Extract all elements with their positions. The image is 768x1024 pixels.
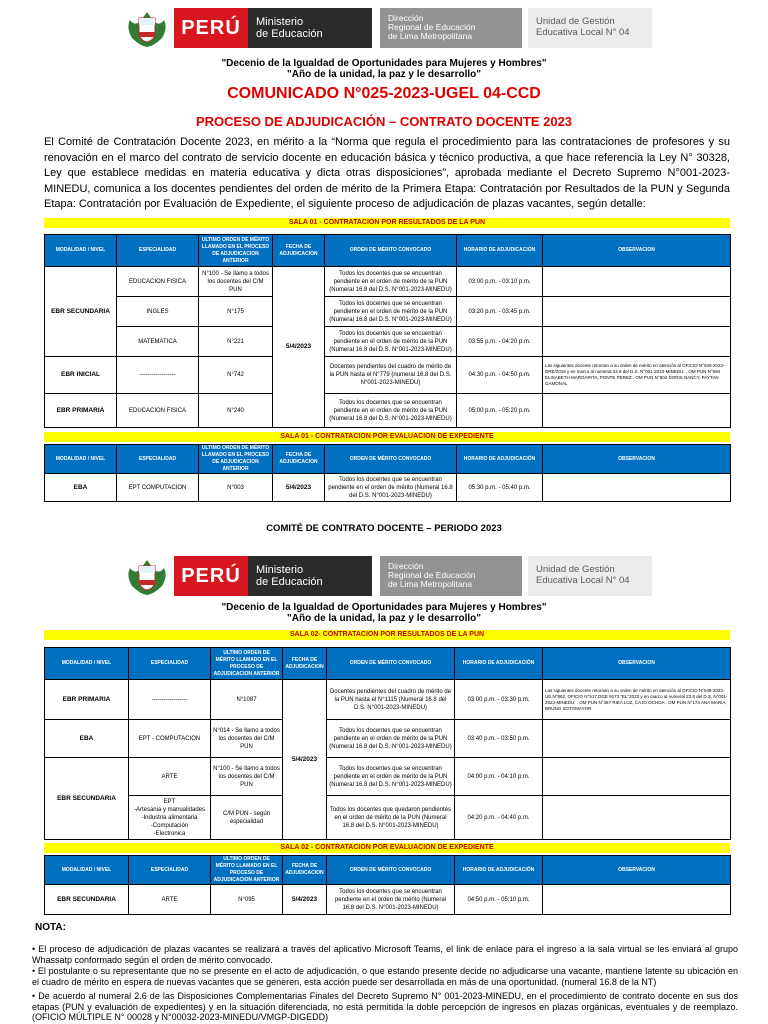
- header-fecha: FECHA DE ADJUDICACION: [273, 445, 325, 474]
- slogan-anio: "Año de la unidad, la paz y le desarrollo": [287, 613, 481, 624]
- ultimo-cell: C/M PUN - según especialidad: [211, 796, 283, 840]
- horario-cell: 04:00 p.m. - 04:10 p.m.: [455, 758, 543, 796]
- table-row: [45, 474, 731, 502]
- especialidad-cell: MATEMATICA: [117, 327, 199, 357]
- comunicado-title: COMUNICADO N°025-2023-UGEL 04-CCD: [227, 85, 541, 102]
- especialidad-cell: ------------------: [129, 680, 211, 720]
- ministry-logo: Ministerio de Educación: [248, 556, 372, 596]
- header-horario: HORARIO DE ADJUDICACIÓN: [455, 856, 543, 885]
- header-modalidad: MODALIDAD / NIVEL: [45, 856, 129, 885]
- nota-item: • El postulante o su representante que no se presente en el acto de adjudicación, o que estando presente decide no adjudicarse una vacante, mantiene latente su ubicación en el cuadro de mérito en espera de nuevas vacantes que se generen, esta acción puede ser desarrollada en más de una oportunidad. (numeral 16.8 de la NT): [32, 966, 738, 987]
- orden-cell: Todos los docentes que se encuentran pendiente en el orden de mérito (Numeral 16.8 del D.S. N°001-2023-MINEDU): [325, 474, 457, 502]
- peru-logo: PERÚ: [174, 8, 248, 48]
- header-banner-2: [0, 552, 768, 596]
- especialidad-cell: EDUCACION FISICA: [117, 267, 199, 297]
- modalidad-cell: EBR SECUNDARIA: [45, 885, 129, 915]
- sala1-pun-table: [44, 234, 731, 428]
- sala1-expediente-title: SALA 01 - CONTRATACION POR EVALUACION DE EXPEDIENTE: [44, 432, 730, 442]
- ugel-logo: Unidad de Gestión Educativa Local N° 04: [528, 8, 652, 48]
- observacion-cell: [543, 796, 731, 840]
- ugel-logo: Unidad de Gestión Educativa Local N° 04: [528, 556, 652, 596]
- especialidad-cell: EPT - COMPUTACION: [129, 720, 211, 758]
- nota-item: • El proceso de adjudicación de plazas vacantes se realizará a través del aplicativo Microsoft Teams, el link de enlace para el ingreso a la sala virtual se les enviará al grupo Whassatp conformado según el orden de mérito convocado.: [32, 944, 738, 965]
- header-orden: ORDEN DE MÉRITO CONVOCADO: [327, 856, 455, 885]
- header-fecha: FECHA DE ADJUDICACION: [283, 856, 327, 885]
- especialidad-cell: EPT COMPUTACION: [117, 474, 199, 502]
- header-horario: HORARIO DE ADJUDICACIÓN: [457, 235, 543, 267]
- header-observacion: OBSERVACION: [543, 445, 731, 474]
- horario-cell: 03:55 p.m. - 04:20 p.m.: [457, 327, 543, 357]
- orden-cell: Todos los docentes que se encuentran pendiente en el orden de mérito de la PUN (Numeral 16.8 del D.S. N°001-2023-MINEDU): [325, 327, 457, 357]
- header-orden: ORDEN DE MÉRITO CONVOCADO: [327, 648, 455, 680]
- ultimo-cell: N°221: [199, 327, 273, 357]
- ultimo-cell: N°003: [199, 474, 273, 502]
- slogan-decenio: "Decenio de la Igualdad de Oportunidades para Mujeres y Hombres": [221, 58, 547, 69]
- header-horario: HORARIO DE ADJUDICACIÓN: [455, 648, 543, 680]
- peru-shield-icon: [124, 8, 170, 48]
- header-banner: [0, 4, 768, 48]
- observacion-cell: [543, 720, 731, 758]
- orden-cell: Docentes pendientes del cuadro de mérito de la PUN hasta el N°779 (numeral 16.8 del D.S. N°001-2023-MINEDU): [325, 357, 457, 394]
- horario-cell: 04:20 p.m. - 04:40 p.m.: [455, 796, 543, 840]
- fecha-cell: 5/4/2023: [273, 474, 325, 502]
- header-especialidad: ESPECIALIDAD: [117, 235, 199, 267]
- fecha-cell: 5/4/2023: [283, 885, 327, 915]
- modalidad-cell: EBR SECUNDARIA: [45, 758, 129, 840]
- horario-cell: 04:50 p.m. - 05:10 p.m.: [455, 885, 543, 915]
- intro-paragraph: El Comité de Contratación Docente 2023, en mérito a la “Norma que regula el procedimiento para las contrataciones de profesores y su renovación en el marco del contrato de servicio docente en educación básica y técnico productiva, a que hace referencia la Ley N° 30328, Ley que establece medidas en materia educativa y dicta otras disposiciones”, aprobada mediante el Decreto Supremo N°001-2023-MINEDU, comunica a los docentes pendientes del orden de mérito de la Primera Etapa: Contratación por Resultados de la PUN y Segunda Etapa: Contratación por Evaluación de Expediente, el siguiente proceso de adjudicación de plazas vacantes, según detalle:: [44, 136, 730, 210]
- observacion-cell: [543, 394, 731, 428]
- ultimo-cell: N°095: [211, 885, 283, 915]
- header-ultimo: ULTIMO ORDEN DE MÉRITO LLAMADO EN EL PROCESO DE ADJUDICACION ANTERIOR: [199, 235, 273, 267]
- table-row: [45, 758, 731, 796]
- orden-cell: Todos los docentes que se encuentran pendiente en el orden de mérito de la PUN (Numeral 16.8 del D.S. N°001-2023-MINEDU): [327, 720, 455, 758]
- header-ultimo: ULTIMO ORDEN DE MÉRITO LLAMADO EN EL PROCESO DE ADJUDICACION ANTERIOR: [199, 445, 273, 474]
- sala2-expediente-table: [44, 855, 731, 915]
- especialidad-cell: ------------------: [117, 357, 199, 394]
- table-row: [45, 796, 731, 840]
- orden-cell: Todos los docentes que se encuentran pendiente en el orden de mérito de la PUN (Numeral 16.8 del D.S. N°001-2023-MINEDU): [327, 758, 455, 796]
- table-row: [45, 267, 731, 297]
- modalidad-cell: EBR PRIMARIA: [45, 680, 129, 720]
- header-modalidad: MODALIDAD / NIVEL: [45, 235, 117, 267]
- header-modalidad: MODALIDAD / NIVEL: [45, 445, 117, 474]
- observacion-cell: [543, 267, 731, 297]
- header-observacion: OBSERVACION: [543, 235, 731, 267]
- header-observacion: OBSERVACION: [543, 648, 731, 680]
- ultimo-cell: N°100 - Se llamo a todos los docentes del C/M PUN: [199, 267, 273, 297]
- orden-cell: Todos los docentes que se encuentran pendiente en el orden de mérito de la PUN (Numeral 16.8 del D.S. N°001-2023-MINEDU): [325, 394, 457, 428]
- orden-cell: Todos los docentes que quedaron pendientes en el orden de mérito de la PUN (Numeral 16.8 del D.S. N°001-2023-MINEDU): [327, 796, 455, 840]
- table-row: [45, 720, 731, 758]
- modalidad-cell: EBR PRIMARIA: [45, 394, 117, 428]
- observacion-cell: Las siguientes docente retornan a su orden de mérito en atención al OFICIO N°030-2023-DRE/2018 y en marco al numeral 23.8 del D.S. N°001-2023-MINEDU: . OM PUN N°594 ELISABETH MARGARITA, PONTE PEREZ . OM PUN N°804 DORIS NANCY, PAYTAN GAMONAL: [543, 357, 731, 394]
- observacion-cell: [543, 758, 731, 796]
- horario-cell: 05:30 p.m. - 05:40 p.m.: [457, 474, 543, 502]
- header-observacion: OBSERVACION: [543, 856, 731, 885]
- header-orden: ORDEN DE MÉRITO CONVOCADO: [325, 235, 457, 267]
- horario-cell: 03:20 p.m. - 03:45 p.m.: [457, 297, 543, 327]
- horario-cell: 04:30 p.m. - 04:50 p.m.: [457, 357, 543, 394]
- especialidad-cell: ARTE: [129, 758, 211, 796]
- horario-cell: 03:40 p.m. - 03:50 p.m.: [455, 720, 543, 758]
- table-row: [45, 357, 731, 394]
- horario-cell: 05:00 p.m. - 05:20 p.m.: [457, 394, 543, 428]
- modalidad-cell: EBA: [45, 474, 117, 502]
- ultimo-cell: N°014 - Se llamo a todos los docentes del C/M PUN: [211, 720, 283, 758]
- observacion-cell: [543, 885, 731, 915]
- observacion-cell: [543, 297, 731, 327]
- horario-cell: 03:00 p.m. - 03:30 p.m.: [455, 680, 543, 720]
- slogan-decenio: "Decenio de la Igualdad de Oportunidades para Mujeres y Hombres": [221, 602, 547, 613]
- nota-title: NOTA:: [35, 922, 66, 933]
- sala1-expediente-table: [44, 444, 731, 502]
- header-ultimo: ULTIMO ORDEN DE MÉRITO LLAMADO EN EL PROCESO DE ADJUDICACION ANTERIOR: [211, 856, 283, 885]
- ultimo-cell: N°742: [199, 357, 273, 394]
- observacion-cell: [543, 327, 731, 357]
- header-horario: HORARIO DE ADJUDICACIÓN: [457, 445, 543, 474]
- proceso-subtitle: PROCESO DE ADJUDICACIÓN – CONTRATO DOCENTE 2023: [195, 114, 573, 129]
- table-row: [45, 297, 731, 327]
- header-ultimo: ULTIMO ORDEN DE MÉRITO LLAMADO EN EL PROCESO DE ADJUDICACION ANTERIOR: [211, 648, 283, 680]
- header-fecha: FECHA DE ADJUDICACION: [273, 235, 325, 267]
- table-row: [45, 680, 731, 720]
- orden-cell: Docentes pendientes del cuadro de mérito de la PUN hasta el N°1115 (Numeral 16.8 del D.S. N°001-2023-MINEDU): [327, 680, 455, 720]
- ultimo-cell: N°240: [199, 394, 273, 428]
- observacion-cell: Las siguientes docente retornan a su orden de mérito en atención al OFICIO N°049-2023-UE N°862, OFICIO N°517 DGE 9173 "EL"2023 y en marco al numeral 23.8 del D.S. N°001-2023-MINEDU: . OM PUN N°487 RIEA LUZ, CAJO OCHOA . OM PUN N°174 ANA MARIA, BRUNO SOTOMAYOR: [543, 680, 731, 720]
- observacion-cell: [543, 474, 731, 502]
- dre-logo: Dirección Regional de Educación de Lima Metropolitana: [380, 8, 522, 48]
- ultimo-cell: N°175: [199, 297, 273, 327]
- ultimo-cell: N°1087: [211, 680, 283, 720]
- orden-cell: Todos los docentes que se encuentran pendiente en el orden de mérito (Numeral 16.8 del D.S. N°001-2023-MINEDU): [327, 885, 455, 915]
- sala2-pun-title: SALA 02- CONTRATACION POR RESULTADOS DE LA PUN: [44, 630, 730, 640]
- orden-cell: Todos los docentes que se encuentran pendiente en el orden de mérito de la PUN (Numeral 16.8 del D.S. N°001-2023-MINEDU): [325, 267, 457, 297]
- ultimo-cell: N°100 - Se llamo a todos los docentes del C/M PUN: [211, 758, 283, 796]
- fecha-cell: 5/4/2023: [273, 267, 325, 428]
- peru-shield-icon: [124, 556, 170, 596]
- nota-item: • De acuerdo al numeral 2.6 de las Disposiciones Complementarias Finales del Decreto Supremo N° 001-2023-MINEDU, en el procedimiento de contrato docente en sus dos etapas (PUN y evaluación de expedientes) y en la situación diferenciada, no está permitida la doble percepción de ingresos en plazas orgánicas, eventuales y de reemplazo. (OFICIO MÚLTIPLE N° 00028 y N°00032-2023-MINEDU/VMGP-DIGEDD): [32, 991, 738, 1022]
- especialidad-cell: INGLES: [117, 297, 199, 327]
- header-orden: ORDEN DE MÉRITO CONVOCADO: [325, 445, 457, 474]
- ministry-logo: Ministerio de Educación: [248, 8, 372, 48]
- table-row: [45, 327, 731, 357]
- sala1-pun-title: SALA 01 - CONTRATACION POR RESULTADOS DE LA PUN: [44, 218, 730, 228]
- orden-cell: Todos los docentes que se encuentran pendiente en el orden de mérito de la PUN (Numeral 16.8 del D.S. N°001-2023-MINEDU): [325, 297, 457, 327]
- modalidad-cell: EBA: [45, 720, 129, 758]
- modalidad-cell: EBR INICIAL: [45, 357, 117, 394]
- peru-logo: PERÚ: [174, 556, 248, 596]
- comite-title: COMITÉ DE CONTRATO DOCENTE – PERIODO 2023: [266, 523, 502, 534]
- header-especialidad: ESPECIALIDAD: [129, 648, 211, 680]
- horario-cell: 03:00 p.m. - 03:10 p.m.: [457, 267, 543, 297]
- especialidad-cell: ARTE: [129, 885, 211, 915]
- sala2-expediente-title: SALA 02 - CONTRATACION POR EVALUACION DE EXPEDIENTE: [44, 843, 730, 853]
- dre-logo: Dirección Regional de Educación de Lima Metropolitana: [380, 556, 522, 596]
- header-fecha: FECHA DE ADJUDICACION: [283, 648, 327, 680]
- sala2-pun-table: [44, 647, 731, 840]
- especialidad-cell: EPT -Artesania y manualidades -Industria alimentaria -Computación -Electronica: [129, 796, 211, 840]
- modalidad-cell: EBR SECUNDARIA: [45, 267, 117, 357]
- table-row: [45, 885, 731, 915]
- fecha-cell: 5/4/2023: [283, 680, 327, 840]
- header-modalidad: MODALIDAD / NIVEL: [45, 648, 129, 680]
- slogan-anio: "Año de la unidad, la paz y le desarrollo": [287, 69, 481, 80]
- especialidad-cell: EDUCACION FISICA: [117, 394, 199, 428]
- table-row: [45, 394, 731, 428]
- header-especialidad: ESPECIALIDAD: [129, 856, 211, 885]
- header-especialidad: ESPECIALIDAD: [117, 445, 199, 474]
